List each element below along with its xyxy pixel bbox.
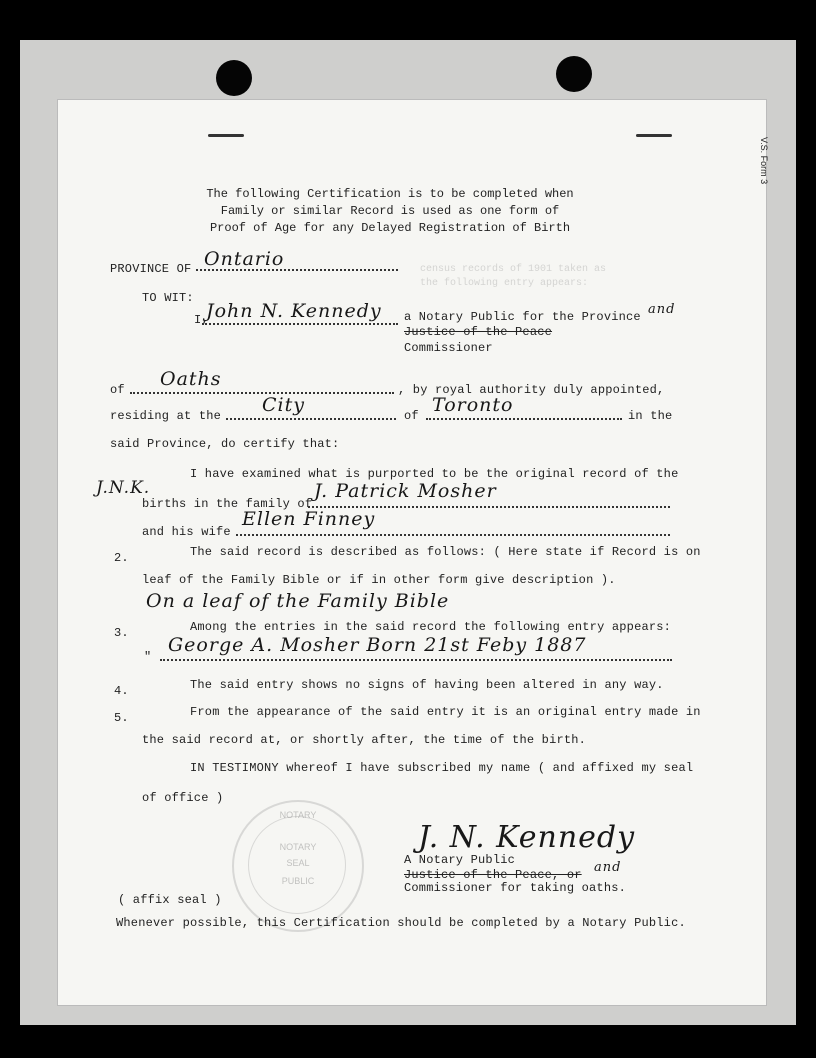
seal-ring-text: NOTARY [279,810,317,820]
residing-place-type: City [262,394,305,416]
title-line-1: The following Certification is to be completed when [206,187,574,201]
seal-bottom-text: PUBLIC [281,876,315,886]
signer-title-line3: Commissioner for taking oaths. [404,881,627,895]
province-label: PROVINCE OF [110,262,192,276]
of-label: of [110,383,125,397]
residing-line-2 [426,417,622,420]
item1-births-label: births in the family of [142,497,313,511]
item3-entry-line [160,658,672,661]
signer-title-line1: A Notary Public [404,853,516,867]
residing-label: residing at the [110,409,222,423]
item1-mother-line [236,533,670,536]
declarant-title-line1: a Notary Public for the Province [404,310,641,324]
seal-center-text: NOTARY [279,842,317,852]
item5-number: 5. [114,711,129,725]
punch-hole-right [556,56,592,92]
residing-of: of [404,409,419,423]
item1-wife-label: and his wife [142,525,231,539]
affix-seal-note: ( affix seal ) [118,893,222,907]
item2-value: On a leaf of the Family Bible [146,590,450,612]
residing-suffix: in the [628,409,673,423]
item2-text: The said record is described as follows: ( Here state if Record is on [190,545,701,559]
signer-added: and [594,860,622,875]
declarant-struck-title: Justice of the Peace [404,325,553,339]
item4-number: 4. [114,684,129,698]
bleed-through-text: the following entry appears: [420,278,589,289]
item1-father: J. Patrick Mosher [314,480,497,502]
margin-initials: J.N.K. [96,478,151,498]
page-mark-left [208,134,244,137]
page-mark-right [636,134,672,137]
testimony-text: IN TESTIMONY whereof I have subscribed my name ( and affixed my seal [190,761,694,775]
province-value: Ontario [204,248,285,270]
certify-text: said Province, do certify that: [110,437,340,451]
of-value: Oaths [160,368,222,390]
item3-text: Among the entries in the said record the following entry appears: [190,620,672,634]
item3-number: 3. [114,626,129,640]
declarant-name: John N. Kennedy [206,300,382,322]
item1-text: I have examined what is purported to be the original record of the [190,467,679,481]
signer-struck-title: Justice of the Peace, or [404,868,582,882]
item5-text-2: the said record at, or shortly after, the time of the birth. [142,733,587,747]
notary-signature: J. N. Kennedy [418,820,636,855]
title-line-2: Family or similar Record is used as one form of [220,204,560,218]
item5-text: From the appearance of the said entry it is an original entry made in [190,705,701,719]
document-title [150,186,630,237]
to-wit-label: TO WIT: [142,291,194,305]
declarant-line [202,322,398,325]
declarant-prefix: I, [194,313,209,327]
item4-text: The said entry shows no signs of having been altered in any way. [190,678,664,692]
of-suffix: , by royal authority duly appointed, [398,383,665,397]
title-line-3: Proof of Age for any Delayed Registration of Birth [209,221,571,235]
residing-line-1 [226,417,396,420]
seal-mid-text: SEAL [286,858,310,868]
item3-entry: George A. Mosher Born 21st Feby 1887 [168,634,587,656]
testimony-text-2: of office ) [142,791,224,805]
item1-mother: Ellen Finney [242,508,376,530]
punch-hole-left [216,60,252,96]
item2-text-2: leaf of the Family Bible or if in other form give description ). [142,573,616,587]
notary-seal [232,800,364,932]
bleed-through-text: census records of 1901 taken as [420,264,607,275]
footer-note: Whenever possible, this Certification should be completed by a Notary Public. [116,916,686,930]
form-number: V.S. Form 3 [759,137,769,185]
item3-quote: " [144,650,152,664]
item2-number: 2. [114,551,129,565]
residing-city: Toronto [432,394,514,416]
declarant-added: and [648,302,676,317]
declarant-title-line3: Commissioner [404,341,493,355]
